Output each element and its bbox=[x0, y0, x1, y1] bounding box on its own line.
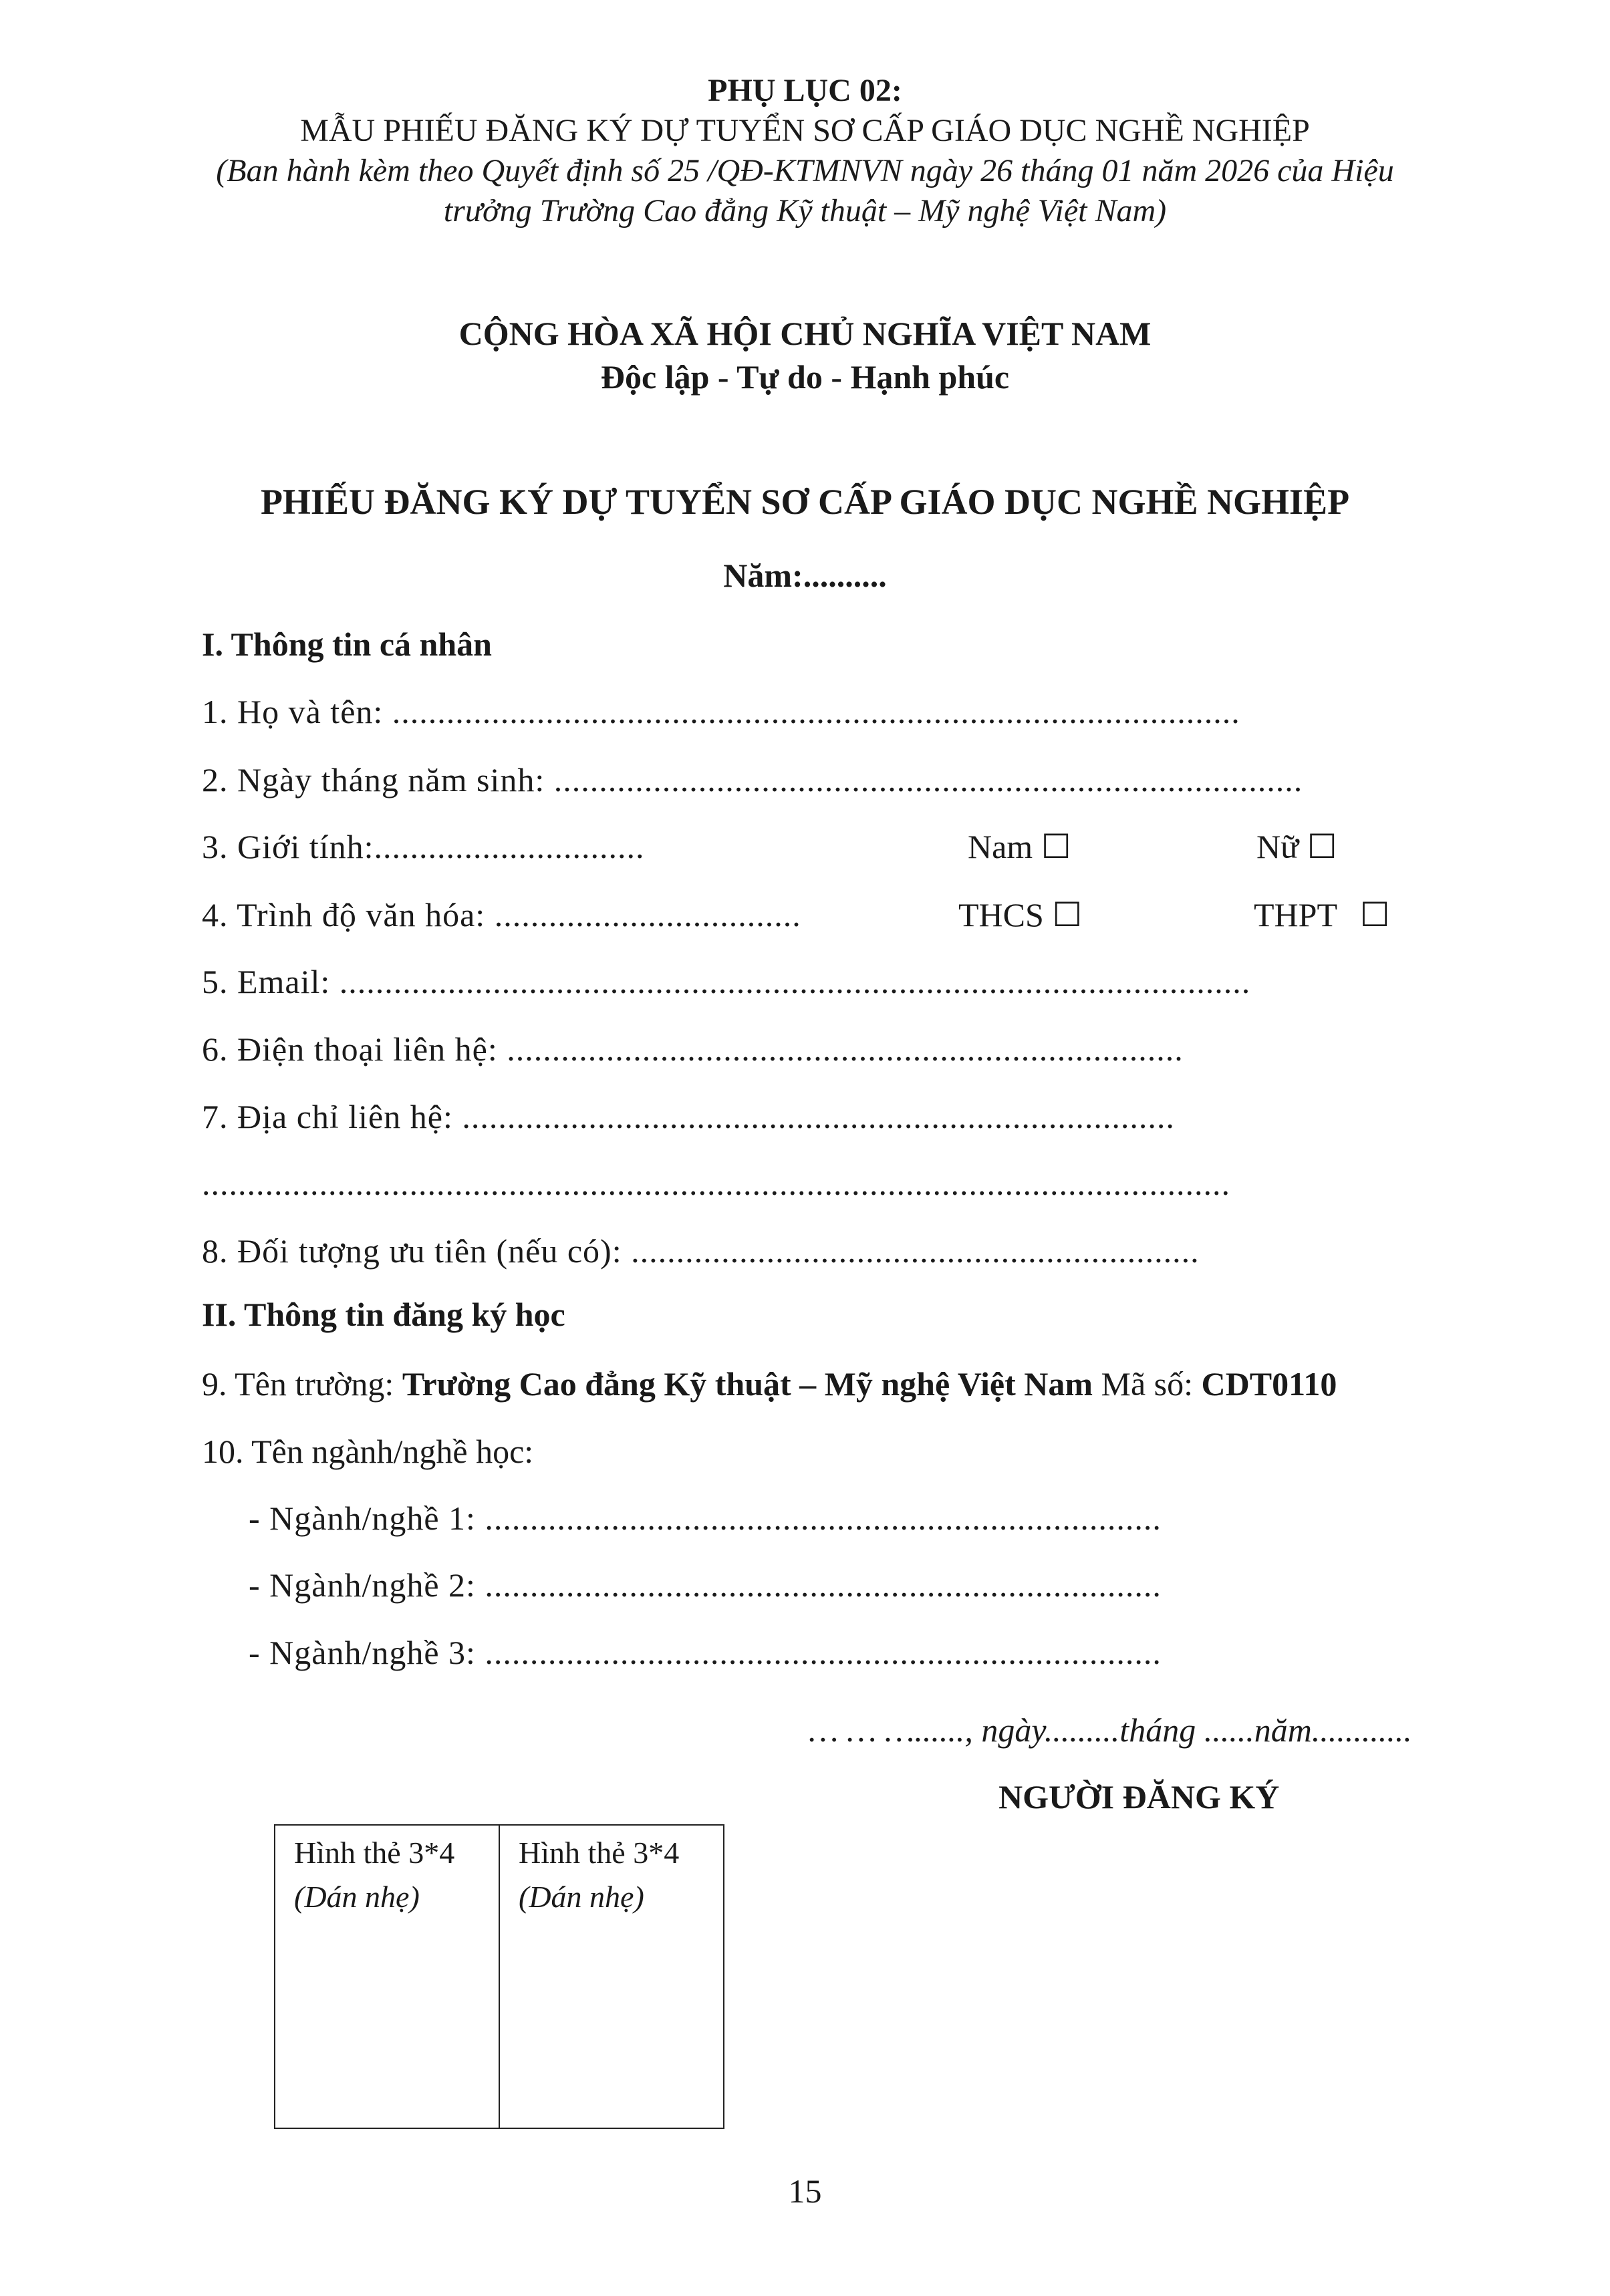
school-code-label: Mã số: bbox=[1093, 1365, 1202, 1403]
section-registration-heading: II. Thông tin đăng ký học bbox=[202, 1296, 565, 1333]
photo-box-1[interactable] bbox=[275, 1826, 499, 2128]
photo-box-1-label: Hình thẻ 3*4 bbox=[294, 1836, 455, 1870]
major-3-field[interactable]: - Ngành/nghề 3: ........................................................................... bbox=[249, 1634, 1162, 1671]
section-personal-heading: I. Thông tin cá nhân bbox=[202, 625, 492, 663]
major-2-field[interactable]: - Ngành/nghề 2: ........................................................................... bbox=[249, 1566, 1162, 1604]
education-level-field[interactable]: 4. Trình độ văn hóa: .................................. bbox=[202, 896, 801, 934]
school-label: 9. Tên trường: bbox=[202, 1365, 402, 1403]
education-thpt-checkbox[interactable]: ☐ bbox=[1359, 896, 1390, 934]
email-field[interactable]: 5. Email: ..................................................................................................... bbox=[202, 963, 1251, 1000]
form-title: PHIẾU ĐĂNG KÝ DỰ TUYỂN SƠ CẤP GIÁO DỤC NGHỀ NGHIỆP bbox=[260, 482, 1350, 522]
photo-box-1-note: (Dán nhẹ) bbox=[294, 1880, 420, 1914]
major-1-field[interactable]: - Ngành/nghề 1: ........................................................................... bbox=[249, 1499, 1162, 1537]
appendix-title: PHỤ LỤC 02: bbox=[708, 73, 902, 108]
page-number: 15 bbox=[788, 2172, 822, 2210]
gender-female-label: Nữ bbox=[1256, 828, 1299, 865]
major-list-label: 10. Tên ngành/nghề học: bbox=[202, 1433, 534, 1470]
phone-field[interactable]: 6. Điện thoại liên hệ: ........................................................................... bbox=[202, 1030, 1184, 1068]
full-name-field[interactable]: 1. Họ và tên: .............................................................................................. bbox=[202, 693, 1240, 730]
gender-female-option[interactable] bbox=[1256, 827, 1337, 866]
signer-label: NGƯỜI ĐĂNG KÝ bbox=[998, 1778, 1280, 1816]
decree-line-2: trưởng Trường Cao đẳng Kỹ thuật – Mỹ nghệ Việt Nam) bbox=[443, 193, 1167, 229]
national-motto: Độc lập - Tự do - Hạnh phúc bbox=[600, 358, 1010, 396]
gender-male-option[interactable] bbox=[968, 827, 1071, 866]
gender-field[interactable]: 3. Giới tính:.............................. bbox=[202, 828, 645, 865]
priority-group-field[interactable]: 8. Đối tượng ưu tiên (nếu có): ............................................................... bbox=[202, 1232, 1200, 1270]
school-name: Trường Cao đẳng Kỹ thuật – Mỹ nghệ Việt Nam bbox=[402, 1365, 1093, 1403]
address-field[interactable]: 7. Địa chỉ liên hệ: ............................................................................... bbox=[202, 1098, 1175, 1135]
gender-male-label: Nam bbox=[968, 828, 1033, 865]
form-template-heading: MẪU PHIẾU ĐĂNG KÝ DỰ TUYỂN SƠ CẤP GIÁO DỤC NGHỀ NGHIỆP bbox=[300, 113, 1310, 148]
education-thpt-label: THPT bbox=[1254, 896, 1337, 934]
gender-male-checkbox[interactable]: ☐ bbox=[1041, 828, 1071, 865]
date-of-birth-field[interactable]: 2. Ngày tháng năm sinh: ................................................................................... bbox=[202, 761, 1303, 799]
national-title: CỘNG HÒA XÃ HỘI CHỦ NGHĨA VIỆT NAM bbox=[458, 315, 1152, 352]
photo-boxes bbox=[274, 1824, 724, 2129]
photo-box-2-label: Hình thẻ 3*4 bbox=[519, 1836, 680, 1870]
school-line bbox=[202, 1365, 1337, 1403]
signature-date-field[interactable]: … … …......, ngày.........tháng ......năm............ bbox=[809, 1711, 1412, 1749]
gender-female-checkbox[interactable]: ☐ bbox=[1307, 828, 1337, 865]
photo-box-2[interactable] bbox=[499, 1826, 723, 2128]
school-code: CDT0110 bbox=[1201, 1365, 1337, 1403]
address-continuation-field[interactable]: .................................................................................................................. bbox=[202, 1165, 1230, 1202]
photo-box-2-note: (Dán nhẹ) bbox=[519, 1880, 644, 1914]
education-thpt-option[interactable] bbox=[1254, 895, 1389, 934]
education-thcs-label: THCS bbox=[958, 896, 1044, 934]
decree-line-1: (Ban hành kèm theo Quyết định số 25 /QĐ-KTMNVN ngày 26 tháng 01 năm 2026 của Hiệu bbox=[216, 153, 1394, 188]
year-field[interactable]: Năm:.......... bbox=[723, 557, 887, 594]
education-thcs-checkbox[interactable]: ☐ bbox=[1052, 896, 1083, 934]
education-thcs-option[interactable] bbox=[958, 895, 1082, 934]
